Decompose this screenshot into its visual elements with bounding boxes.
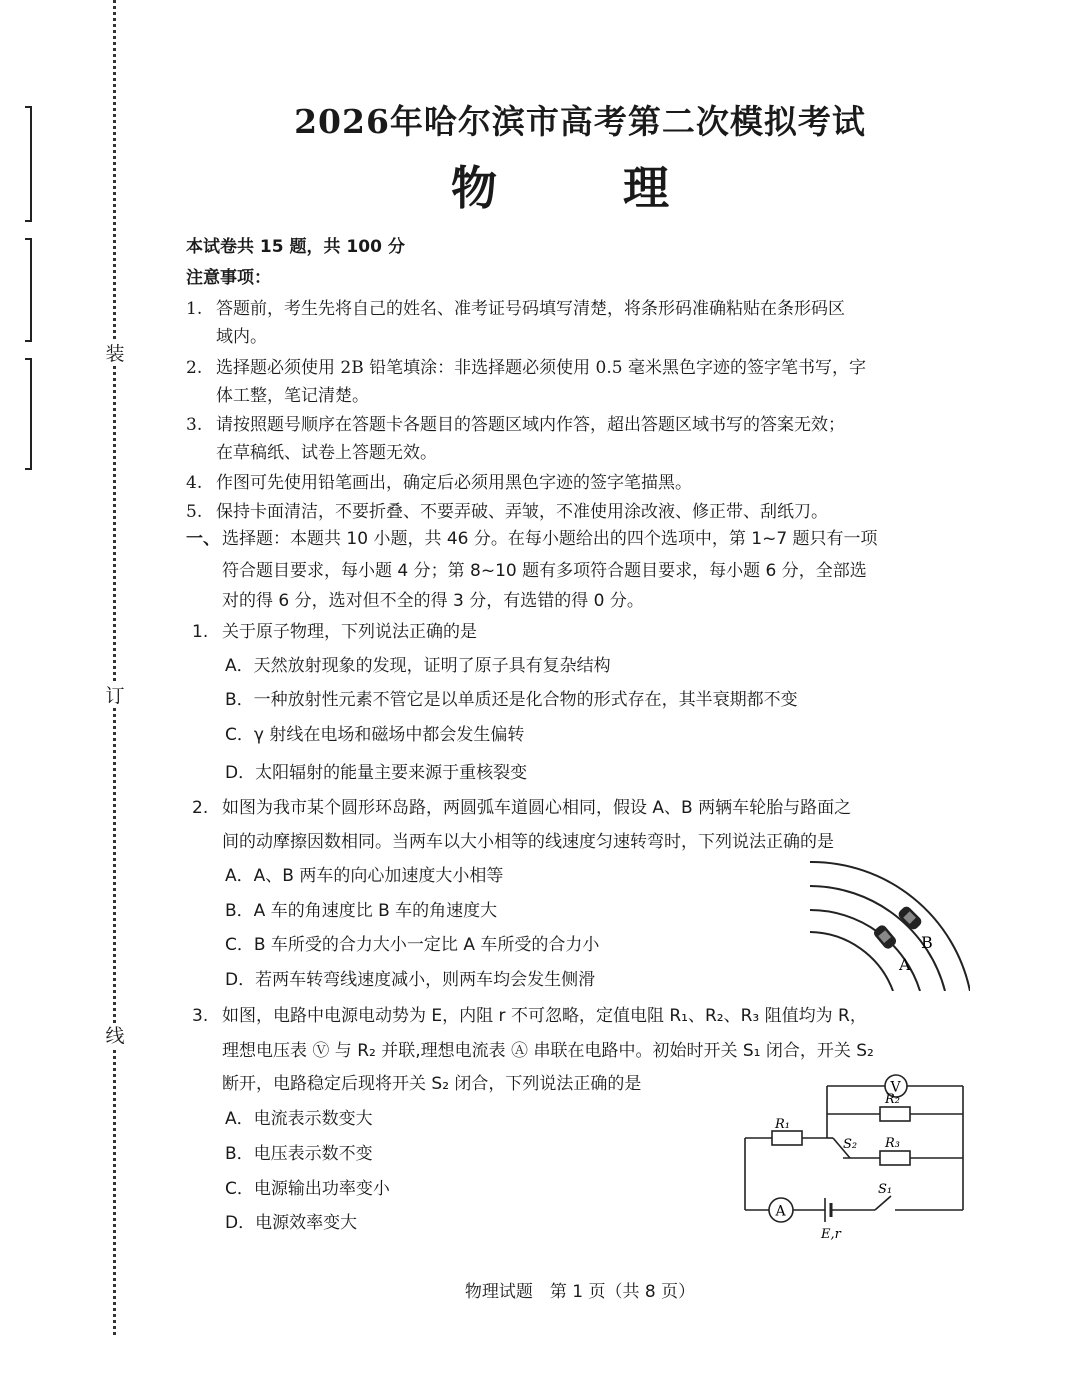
option-d: D．若两车转弯线速度减小，则两车均会发生侧滑	[225, 970, 596, 990]
question-stem: 如图，电路中电源电动势为 E，内阻 r 不可忽略，定值电阻 R₁、R₂、R₃ 阻值均为 R，	[222, 1006, 867, 1026]
voltmeter-label: V	[890, 1079, 901, 1096]
option-b: B．一种放射性元素不管它是以单质还是化合物的形式存在，其半衰期都不变	[225, 690, 798, 710]
label-a: A	[899, 955, 911, 974]
binding-bracket	[25, 358, 32, 470]
car-b-icon	[897, 905, 924, 932]
note-text: 答题前，考生先将自己的姓名、准考证号码填写清楚，将条形码准确粘贴在条形码区	[216, 299, 845, 319]
question-stem: 断开，电路稳定后现将开关 S₂ 闭合，下列说法正确的是	[222, 1074, 642, 1094]
exam-title: 2026年哈尔滨市高考第二次模拟考试	[294, 102, 866, 141]
option-c: C．γ 射线在电场和磁场中都会发生偏转	[225, 725, 525, 745]
option-d: D．电源效率变大	[225, 1213, 358, 1233]
question-number: 2.	[192, 798, 209, 818]
option-c: C．电源输出功率变小	[225, 1179, 390, 1199]
r2-label: R₂	[885, 1092, 900, 1107]
note-number: 3.	[186, 415, 203, 435]
question-number: 3.	[192, 1006, 209, 1026]
note-text: 选择题必须使用 2B 铅笔填涂：非选择题必须使用 0.5 毫米黑色字迹的签字笔书写，字	[216, 358, 866, 378]
note-text: 作图可先使用铅笔画出，确定后必须用黑色字迹的签字笔描黑。	[216, 473, 692, 493]
label-b: B	[921, 933, 933, 952]
notes-title: 注意事项：	[186, 268, 271, 288]
option-a: A．A、B 两车的向心加速度大小相等	[225, 866, 504, 886]
question-stem: 如图为我市某个圆形环岛路，两圆弧车道圆心相同，假设 A、B 两辆车轮胎与路面之	[222, 798, 852, 818]
battery-icon	[825, 1198, 831, 1222]
note-number: 5.	[186, 502, 203, 522]
note-text: 体工整，笔记清楚。	[216, 386, 369, 406]
circuit-diagram	[735, 1068, 975, 1243]
option-b: B．A 车的角速度比 B 车的角速度大	[225, 901, 498, 921]
section-text: 对的得 6 分，选对但不全的得 3 分，有选错的得 0 分。	[222, 591, 644, 611]
question-stem: 间的动摩擦因数相同。当两车以大小相等的线速度匀速转弯时，下列说法正确的是	[222, 832, 834, 852]
option-b: B．电压表示数不变	[225, 1144, 373, 1164]
s2-label: S₂	[843, 1137, 858, 1152]
note-number: 4.	[186, 473, 203, 493]
binding-mark-ding: 订	[103, 684, 127, 708]
source-label: E,r	[821, 1227, 841, 1242]
option-c: C．B 车所受的合力大小一定比 A 车所受的合力小	[225, 935, 600, 955]
exam-summary: 本试卷共 15 题，共 100 分	[186, 237, 405, 257]
option-d: D．太阳辐射的能量主要来源于重核裂变	[225, 763, 528, 783]
note-text: 域内。	[216, 327, 267, 347]
section-number: 一、	[186, 529, 220, 549]
binding-dotted-line	[113, 0, 116, 1335]
note-text: 保持卡面清洁，不要折叠、不要弄破、弄皱，不准使用涂改液、修正带、刮纸刀。	[216, 502, 828, 522]
question-stem: 关于原子物理，下列说法正确的是	[222, 622, 477, 642]
binding-mark-zhuang: 装	[103, 342, 127, 366]
r3-label: R₃	[885, 1136, 900, 1151]
question-stem: 理想电压表 Ⓥ 与 R₂ 并联,理想电流表 Ⓐ 串联在电路中。初始时开关 S₁ 闭合，开关 S₂	[222, 1041, 874, 1061]
section-text: 选择题：本题共 10 小题，共 46 分。在每小题给出的四个选项中，第 1~7 题只有一项	[222, 529, 878, 549]
roundabout-figure	[805, 856, 970, 991]
page-footer: 物理试题 第 1 页（共 8 页）	[464, 1282, 696, 1302]
note-number: 2.	[186, 358, 203, 378]
note-text: 在草稿纸、试卷上答题无效。	[216, 443, 437, 463]
subject-title: 物 理	[451, 161, 709, 215]
option-a: A．天然放射现象的发现，证明了原子具有复杂结构	[225, 656, 611, 676]
ammeter-label: A	[775, 1203, 786, 1220]
section-text: 符合题目要求，每小题 4 分；第 8~10 题有多项符合题目要求，每小题 6 分，全部选	[222, 561, 867, 581]
s1-label: S₁	[878, 1182, 893, 1197]
binding-bracket	[25, 238, 32, 342]
question-number: 1.	[192, 622, 209, 642]
option-a: A．电流表示数变大	[225, 1109, 373, 1129]
r1-label: R₁	[775, 1117, 790, 1132]
note-text: 请按照题号顺序在答题卡各题目的答题区域内作答，超出答题区域书写的答案无效；	[216, 415, 845, 435]
binding-mark-xian: 线	[103, 1024, 127, 1048]
note-number: 1.	[186, 299, 203, 319]
binding-bracket	[25, 106, 32, 222]
